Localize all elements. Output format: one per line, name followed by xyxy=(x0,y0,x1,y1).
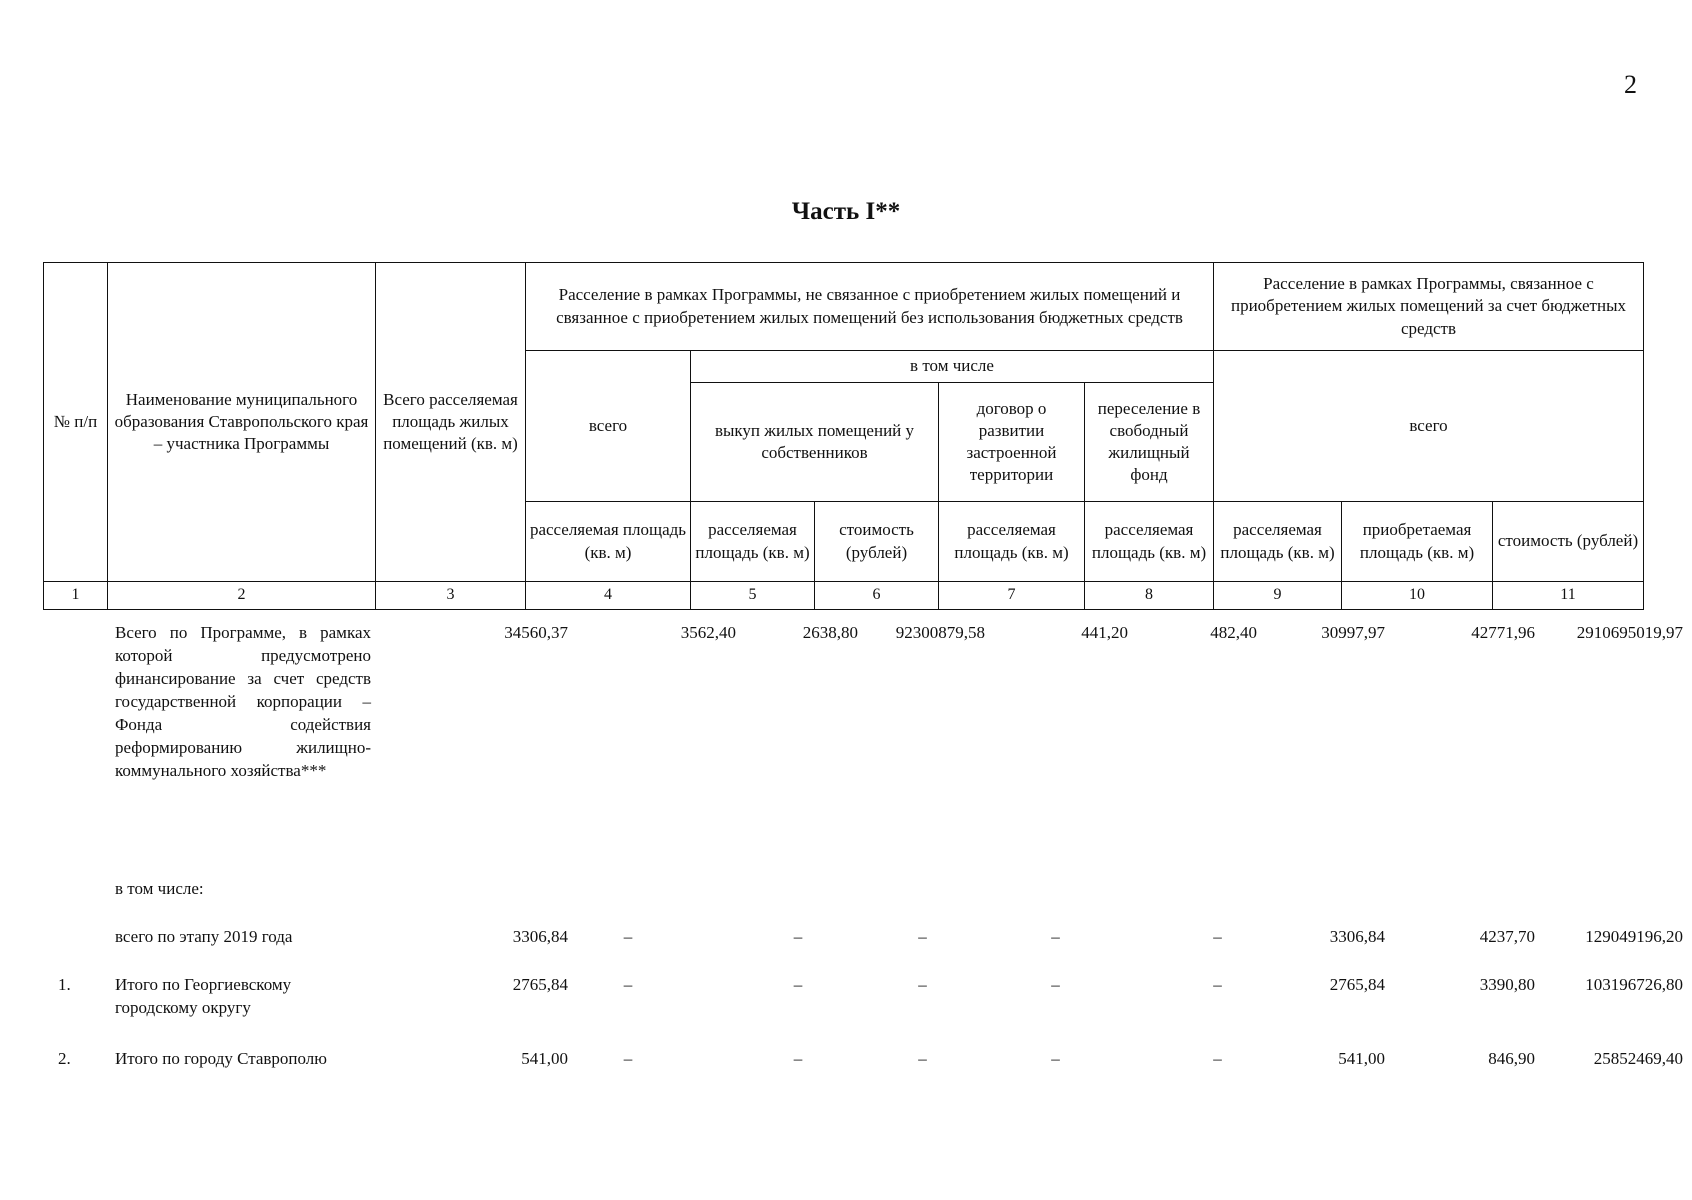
cell-buyout-area: 2638,80 xyxy=(802,623,858,642)
col-number: 6 xyxy=(815,582,939,610)
table-row-2 xyxy=(43,1048,1683,1098)
cell-total-area: 541,00 xyxy=(521,1049,568,1068)
row-name: Итого по Георгиевскому городскому округу xyxy=(115,975,292,1017)
cell-b-cost: 2910695019,97 xyxy=(1576,623,1683,642)
header-sub-9: расселяемая площадь (кв. м) xyxy=(1214,502,1342,582)
cell-dash: – xyxy=(1213,927,1222,946)
header-a-total: всего xyxy=(526,351,691,502)
page-number: 2 xyxy=(1624,70,1637,99)
cell-b-cost: 103196726,80 xyxy=(1585,975,1683,994)
header-b-total: всего xyxy=(1214,351,1644,502)
cell-dash: – xyxy=(1051,927,1060,946)
header-sub-11: стоимость (рублей) xyxy=(1493,502,1644,582)
header-sub-5: расселяемая площадь (кв. м) xyxy=(691,502,815,582)
col-number: 5 xyxy=(691,582,815,610)
cell-b-cost: 129049196,20 xyxy=(1585,927,1683,946)
cell-dash: – xyxy=(918,927,927,946)
cell-buyout-cost: 92300879,58 xyxy=(895,623,985,642)
table-body xyxy=(43,614,1683,1068)
cell-b-area: 30997,97 xyxy=(1321,623,1385,642)
table-header xyxy=(43,262,1644,610)
header-sub-4: расселяемая площадь (кв. м) xyxy=(526,502,691,582)
cell-total-area: 3306,84 xyxy=(512,927,568,946)
header-a-contract: договор о развитии застроенной территории xyxy=(939,383,1085,502)
cell-b-cost: 25852469,40 xyxy=(1593,1049,1683,1068)
header-sub-7: расселяемая площадь (кв. м) xyxy=(939,502,1085,582)
cell-a-total: 3562,40 xyxy=(680,623,736,642)
col-number: 9 xyxy=(1214,582,1342,610)
col-number: 11 xyxy=(1493,582,1644,610)
cell-dash: – xyxy=(793,927,803,946)
cell-dash: – xyxy=(793,1049,803,1068)
row-number: 1. xyxy=(58,975,71,994)
header-sub-8: расселяемая площадь (кв. м) xyxy=(1085,502,1214,582)
cell-dash: – xyxy=(918,1049,927,1068)
col-number: 2 xyxy=(108,582,376,610)
header-sub-10: приобретаемая площадь (кв. м) xyxy=(1342,502,1493,582)
cell-resettle-area: 482,40 xyxy=(1210,623,1257,642)
cell-b-area: 3306,84 xyxy=(1329,927,1385,946)
header-group-b: Расселение в рамках Программы, связанное с приобретением жилых помещений за счет бюджетных средств xyxy=(1214,263,1644,351)
including-row xyxy=(43,878,1645,908)
cell-dash: – xyxy=(1213,975,1222,994)
cell-b-area: 541,00 xyxy=(1338,1049,1385,1068)
col-number: 7 xyxy=(939,582,1085,610)
cell-dash: – xyxy=(623,1049,633,1068)
table-row-stage xyxy=(43,926,1683,956)
cell-dash: – xyxy=(623,927,633,946)
cell-b-area: 2765,84 xyxy=(1329,975,1385,994)
cell-contract-area: 441,20 xyxy=(1081,623,1128,642)
row-name: Всего по Программе, в рамках которой предусмотрено финансирование за счет средств государственной корпорации – Фонда содействия реформированию жилищно-коммунального хозяйства*** xyxy=(115,623,371,780)
cell-b-acquired: 42771,96 xyxy=(1471,623,1535,642)
header-a-buyout: выкуп жилых помещений у собственников xyxy=(691,383,939,502)
cell-dash: – xyxy=(1051,1049,1060,1068)
col-number: 4 xyxy=(526,582,691,610)
header-col-total-area: Всего расселяемая площадь жилых помещений (кв. м) xyxy=(376,263,526,582)
section-title: Часть I** xyxy=(791,198,901,225)
including-label: в том числе: xyxy=(115,879,204,898)
cell-dash: – xyxy=(623,975,633,994)
cell-dash: – xyxy=(793,975,803,994)
cell-dash: – xyxy=(1213,1049,1222,1068)
cell-dash: – xyxy=(918,975,927,994)
cell-b-acquired: 846,90 xyxy=(1488,1049,1535,1068)
row-number: 2. xyxy=(58,1049,71,1068)
cell-total-area: 34560,37 xyxy=(504,623,568,642)
col-number: 8 xyxy=(1085,582,1214,610)
col-number: 3 xyxy=(376,582,526,610)
col-number: 10 xyxy=(1342,582,1493,610)
header-group-a: Расселение в рамках Программы, не связанное с приобретением жилых помещений и связанное с приобретением жилых помещений без использования бюджетных средств xyxy=(526,263,1214,351)
header-col-name: Наименование муниципального образования Ставропольского края – участника Программы xyxy=(108,263,376,582)
header-sub-6: стоимость (рублей) xyxy=(815,502,939,582)
cell-dash: – xyxy=(1051,975,1060,994)
cell-b-acquired: 3390,80 xyxy=(1479,975,1535,994)
header-a-including: в том числе xyxy=(691,351,1214,383)
row-name: Итого по городу Ставрополю xyxy=(115,1049,327,1068)
header-a-resettle: переселение в свободный жилищный фонд xyxy=(1085,383,1214,502)
row-name: всего по этапу 2019 года xyxy=(115,927,293,946)
header-col-no: № п/п xyxy=(44,263,108,582)
cell-b-acquired: 4237,70 xyxy=(1479,927,1535,946)
cell-total-area: 2765,84 xyxy=(512,975,568,994)
col-number: 1 xyxy=(44,582,108,610)
table-row-1 xyxy=(43,974,1683,1024)
table-row-total xyxy=(43,622,1683,862)
